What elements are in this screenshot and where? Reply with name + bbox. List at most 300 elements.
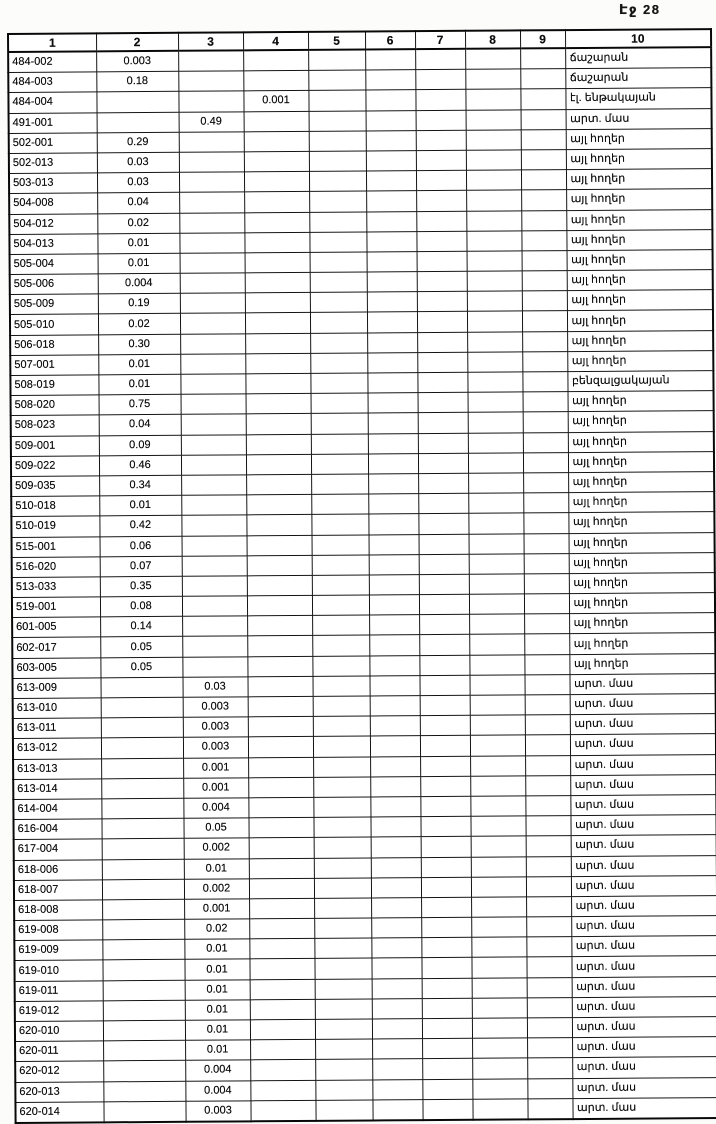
value-cell (103, 1000, 185, 1021)
value-cell (523, 392, 568, 413)
value-cell (179, 233, 244, 254)
parcel-code-cell: 613-010 (13, 698, 101, 719)
value-cell (103, 980, 185, 1001)
value-cell (524, 674, 569, 695)
parcel-code-cell: 620-014 (15, 1102, 103, 1123)
value-cell (524, 573, 569, 594)
value-cell (469, 554, 524, 575)
value-cell (525, 775, 570, 796)
value-cell: 0.46 (99, 455, 181, 476)
value-cell (526, 957, 571, 978)
value-cell: 0.01 (185, 1040, 250, 1061)
column-header: 8 (465, 30, 520, 48)
value-cell (421, 877, 471, 898)
value-cell (244, 151, 309, 172)
value-cell (472, 1099, 527, 1120)
parcel-code-cell: 620-013 (15, 1081, 103, 1102)
value-cell (101, 818, 183, 839)
value-cell (249, 838, 314, 859)
parcel-code-cell: 505-004 (10, 254, 98, 275)
land-type-cell: այլ հողեր (568, 431, 714, 452)
land-type-cell: արտ. մաս (570, 754, 716, 775)
value-cell (311, 474, 368, 495)
value-cell (311, 454, 368, 475)
value-cell (470, 715, 525, 736)
value-cell (246, 394, 311, 415)
value-cell (466, 170, 521, 191)
value-cell (523, 493, 568, 514)
value-cell (522, 372, 567, 393)
table-row (15, 1097, 716, 1123)
value-cell (181, 394, 246, 415)
value-cell: 0.003 (185, 1101, 250, 1122)
value-cell (247, 676, 312, 697)
column-header: 5 (308, 32, 365, 50)
value-cell (369, 534, 419, 555)
land-type-cell: այլ հողեր (569, 572, 715, 593)
value-cell (246, 515, 311, 536)
value-cell (248, 777, 313, 798)
value-cell (470, 755, 525, 776)
value-cell (417, 312, 467, 333)
value-cell (366, 130, 416, 151)
value-cell (370, 696, 420, 717)
value-cell (315, 999, 372, 1020)
value-cell (180, 354, 245, 375)
value-cell (312, 676, 369, 697)
value-cell: 0.003 (183, 717, 248, 738)
value-cell (314, 918, 371, 939)
value-cell (368, 413, 418, 434)
value-cell (309, 232, 366, 253)
value-cell (313, 777, 370, 798)
value-cell (471, 836, 526, 857)
value-cell (372, 1039, 422, 1060)
value-cell (179, 212, 244, 233)
value-cell (249, 878, 314, 899)
value-cell (472, 1078, 527, 1099)
parcel-code-cell: 519-001 (12, 597, 100, 618)
value-cell (182, 535, 247, 556)
value-cell (467, 291, 522, 312)
value-cell (521, 150, 566, 171)
value-cell (419, 554, 469, 575)
land-type-cell: այլ հողեր (568, 451, 714, 472)
value-cell (366, 151, 416, 172)
value-cell (416, 191, 466, 212)
land-type-cell: ճաշարան (565, 47, 711, 69)
value-cell (313, 797, 370, 818)
value-cell (103, 1081, 185, 1102)
value-cell (418, 473, 468, 494)
value-cell (521, 129, 566, 150)
value-cell: 0.49 (179, 111, 244, 132)
value-cell (368, 474, 418, 495)
value-cell (312, 635, 369, 656)
land-type-cell: արտ. մաս (572, 1077, 716, 1098)
value-cell (308, 50, 365, 71)
column-header: 9 (520, 30, 565, 48)
value-cell (521, 210, 566, 231)
value-cell (248, 797, 313, 818)
value-cell: 0.18 (96, 71, 178, 92)
value-cell: 0.35 (100, 576, 182, 597)
value-cell (369, 595, 419, 616)
table-body (8, 47, 716, 1123)
value-cell: 0.01 (185, 979, 250, 1000)
value-cell (315, 1019, 372, 1040)
parcel-code-cell: 515-001 (12, 536, 100, 557)
value-cell: 0.04 (99, 415, 181, 436)
value-cell (308, 90, 365, 111)
value-cell (469, 634, 524, 655)
value-cell (522, 351, 567, 372)
value-cell (246, 454, 311, 475)
value-cell (415, 49, 465, 70)
value-cell (247, 616, 312, 637)
value-cell (246, 495, 311, 516)
parcel-code-cell: 617-004 (14, 839, 102, 860)
value-cell (244, 131, 309, 152)
parcel-code-cell: 504-013 (9, 234, 97, 255)
value-cell (419, 594, 469, 615)
scanned-table-region (7, 28, 716, 1124)
land-type-cell: այլ հողեր (569, 613, 715, 634)
parcel-code-cell: 619-011 (15, 980, 103, 1001)
parcel-code-cell: 507-001 (10, 355, 98, 376)
value-cell (472, 1058, 527, 1079)
value-cell (181, 475, 246, 496)
value-cell (470, 816, 525, 837)
value-cell (419, 615, 469, 636)
parcel-code-cell: 620-011 (15, 1041, 103, 1062)
value-cell (526, 856, 571, 877)
value-cell (466, 210, 521, 231)
parcel-code-cell: 508-020 (11, 395, 99, 416)
value-cell (366, 211, 416, 232)
value-cell (527, 1018, 572, 1039)
value-cell (248, 717, 313, 738)
parcel-code-cell: 619-012 (15, 1001, 103, 1022)
parcel-code-cell: 509-022 (11, 456, 99, 477)
parcel-code-cell: 614-004 (13, 799, 101, 820)
land-type-cell: այլ հողեր (566, 229, 712, 250)
value-cell (314, 938, 371, 959)
value-cell (246, 414, 311, 435)
land-type-cell: այլ հողեր (567, 270, 713, 291)
parcel-code-cell: 619-010 (14, 960, 102, 981)
value-cell (310, 272, 367, 293)
value-cell (179, 132, 244, 153)
land-type-cell: արտ. մաս (570, 815, 716, 836)
value-cell (247, 555, 312, 576)
value-cell: 0.01 (184, 858, 249, 879)
parcel-code-cell: 613-013 (13, 758, 101, 779)
value-cell (466, 109, 521, 130)
parcel-code-cell: 484-002 (8, 51, 96, 72)
value-cell (248, 737, 313, 758)
value-cell (420, 796, 470, 817)
value-cell: 0.75 (99, 394, 181, 415)
value-cell (522, 331, 567, 352)
value-cell (101, 677, 183, 698)
value-cell (527, 977, 572, 998)
value-cell (525, 695, 570, 716)
value-cell (416, 130, 466, 151)
value-cell (368, 494, 418, 515)
value-cell: 0.01 (185, 1020, 250, 1041)
value-cell (313, 716, 370, 737)
parcel-code-cell: 516-020 (12, 557, 100, 578)
value-cell: 0.03 (97, 152, 179, 173)
value-cell (420, 695, 470, 716)
value-cell (101, 717, 183, 738)
value-cell (467, 352, 522, 373)
value-cell (182, 636, 247, 657)
value-cell (418, 433, 468, 454)
value-cell (313, 696, 370, 717)
value-cell (102, 839, 184, 860)
value-cell: 0.14 (100, 617, 182, 638)
value-cell (371, 938, 421, 959)
parcel-code-cell: 618-007 (14, 880, 102, 901)
value-cell: 0.002 (184, 838, 249, 859)
value-cell (421, 917, 471, 938)
parcel-code-cell: 510-018 (11, 496, 99, 517)
value-cell: 0.19 (98, 294, 180, 315)
value-cell (472, 1038, 527, 1059)
parcel-code-cell: 505-010 (10, 314, 98, 335)
value-cell: 0.03 (97, 172, 179, 193)
value-cell: 0.01 (98, 374, 180, 395)
parcel-code-cell: 620-010 (15, 1021, 103, 1042)
value-cell (422, 1099, 472, 1120)
land-type-cell: արտ. մաս (571, 916, 716, 937)
land-type-cell: արտ. մաս (572, 1057, 716, 1078)
value-cell (311, 434, 368, 455)
value-cell: 0.004 (183, 798, 248, 819)
parcel-code-cell: 618-006 (14, 859, 102, 880)
value-cell (372, 1099, 422, 1120)
value-cell: 0.04 (97, 193, 179, 214)
value-cell (520, 69, 565, 90)
parcel-code-cell: 506-018 (10, 334, 98, 355)
value-cell (313, 817, 370, 838)
land-type-cell: այլ հողեր (567, 290, 713, 311)
value-cell (465, 48, 520, 69)
value-cell (469, 533, 524, 554)
value-cell (417, 292, 467, 313)
value-cell (178, 71, 243, 92)
value-cell (103, 1040, 185, 1061)
value-cell (309, 171, 366, 192)
value-cell: 0.01 (185, 1000, 250, 1021)
value-cell (180, 273, 245, 294)
value-cell (312, 534, 369, 555)
value-cell (314, 958, 371, 979)
value-cell: 0.02 (184, 919, 249, 940)
land-type-cell: այլ հողեր (566, 149, 712, 170)
value-cell (248, 818, 313, 839)
value-cell: 0.02 (98, 314, 180, 335)
value-cell (465, 89, 520, 110)
value-cell (523, 412, 568, 433)
value-cell (365, 49, 415, 70)
value-cell: 0.29 (97, 132, 179, 153)
value-cell (523, 432, 568, 453)
value-cell (245, 252, 310, 273)
value-cell (467, 311, 522, 332)
parcel-code-cell: 484-004 (8, 92, 96, 113)
parcel-code-cell: 613-014 (13, 779, 101, 800)
value-cell: 0.01 (99, 495, 181, 516)
value-cell (419, 534, 469, 555)
value-cell (245, 353, 310, 374)
value-cell (370, 797, 420, 818)
value-cell (182, 656, 247, 677)
land-type-cell: արտ. մաս (570, 694, 716, 715)
land-type-cell: այլ հողեր (568, 391, 714, 412)
parcel-code-cell: 613-009 (13, 678, 101, 699)
value-cell (420, 715, 470, 736)
value-cell (415, 69, 465, 90)
value-cell: 0.02 (97, 213, 179, 234)
value-cell (102, 940, 184, 961)
value-cell (310, 252, 367, 273)
value-cell: 0.001 (184, 899, 249, 920)
value-cell: 0.34 (99, 475, 181, 496)
value-cell: 0.001 (183, 778, 248, 799)
value-cell (101, 758, 183, 779)
value-cell (312, 656, 369, 677)
value-cell (370, 776, 420, 797)
value-cell (467, 332, 522, 353)
value-cell: 0.42 (99, 516, 181, 537)
value-cell (369, 675, 419, 696)
value-cell (527, 997, 572, 1018)
value-cell (315, 1080, 372, 1101)
land-type-cell: արտ. մաս (571, 895, 716, 916)
land-type-cell: արտ. մաս (570, 734, 716, 755)
value-cell (525, 735, 570, 756)
parcel-code-cell: 508-023 (11, 415, 99, 436)
land-type-cell: արտ. մաս (572, 1097, 716, 1119)
value-cell (471, 856, 526, 877)
parcel-code-cell: 613-012 (13, 738, 101, 759)
value-cell (371, 918, 421, 939)
value-cell (179, 172, 244, 193)
value-cell (418, 413, 468, 434)
value-cell (524, 553, 569, 574)
value-cell (422, 1059, 472, 1080)
value-cell (465, 69, 520, 90)
value-cell (468, 493, 523, 514)
column-header: 1 (8, 33, 96, 52)
parcel-code-cell: 510-019 (11, 516, 99, 537)
value-cell (418, 493, 468, 514)
value-cell (369, 575, 419, 596)
land-type-cell: արտ. մաս (571, 956, 716, 977)
value-cell (420, 776, 470, 797)
value-cell (249, 858, 314, 879)
value-cell (420, 736, 470, 757)
parcel-code-cell: 484-003 (8, 72, 96, 93)
value-cell (367, 312, 417, 333)
value-cell (245, 293, 310, 314)
value-cell (372, 978, 422, 999)
value-cell (472, 1018, 527, 1039)
value-cell: 0.08 (100, 596, 182, 617)
value-cell (416, 211, 466, 232)
parcel-code-cell: 505-009 (10, 294, 98, 315)
value-cell (420, 756, 470, 777)
value-cell: 0.004 (98, 273, 180, 294)
parcel-code-cell: 613-011 (13, 718, 101, 739)
value-cell (368, 393, 418, 414)
value-cell (370, 736, 420, 757)
land-type-cell: այլ հողեր (567, 350, 713, 371)
value-cell (468, 473, 523, 494)
value-cell (524, 654, 569, 675)
value-cell: 0.06 (100, 536, 182, 557)
value-cell (182, 576, 247, 597)
value-cell (370, 716, 420, 737)
value-cell (102, 919, 184, 940)
value-cell (250, 1040, 315, 1061)
value-cell (418, 514, 468, 535)
value-cell (315, 1039, 372, 1060)
value-cell (372, 998, 422, 1019)
value-cell (179, 152, 244, 173)
value-cell (369, 655, 419, 676)
value-cell (469, 655, 524, 676)
value-cell (246, 474, 311, 495)
value-cell (525, 715, 570, 736)
value-cell (247, 535, 312, 556)
value-cell (245, 313, 310, 334)
value-cell (369, 615, 419, 636)
parcel-code-cell: 618-008 (14, 900, 102, 921)
value-cell (372, 1079, 422, 1100)
land-type-cell: արտ. մաս (570, 714, 716, 735)
value-cell (417, 271, 467, 292)
value-cell (248, 696, 313, 717)
value-cell (369, 554, 419, 575)
value-cell (522, 271, 567, 292)
value-cell (310, 292, 367, 313)
value-cell (522, 291, 567, 312)
value-cell (421, 857, 471, 878)
value-cell (421, 837, 471, 858)
value-cell (419, 635, 469, 656)
parcel-code-cell: 491-001 (9, 112, 97, 133)
value-cell: 0.002 (184, 879, 249, 900)
value-cell (103, 1020, 185, 1041)
land-type-cell: այլ հողեր (569, 593, 715, 614)
value-cell (527, 1078, 572, 1099)
value-cell (103, 1101, 185, 1122)
value-cell: 0.001 (243, 91, 308, 112)
value-cell (417, 372, 467, 393)
value-cell (525, 816, 570, 837)
value-cell (366, 171, 416, 192)
value-cell (527, 1038, 572, 1059)
value-cell (367, 332, 417, 353)
value-cell (520, 48, 565, 69)
value-cell (422, 1018, 472, 1039)
value-cell (371, 958, 421, 979)
value-cell: 0.004 (185, 1060, 250, 1081)
